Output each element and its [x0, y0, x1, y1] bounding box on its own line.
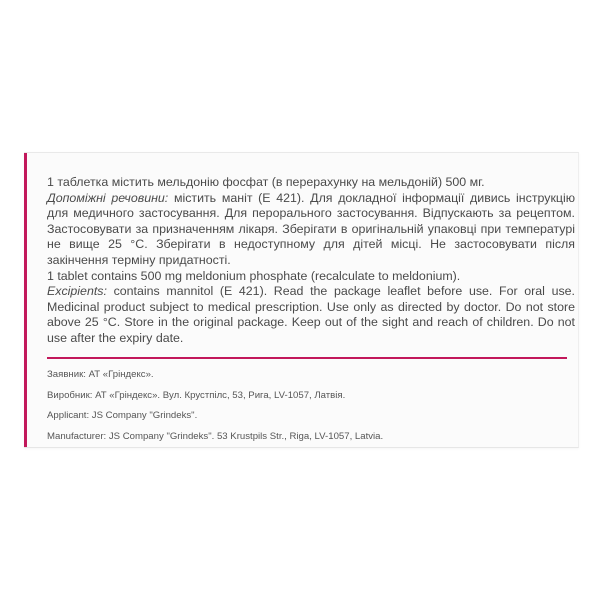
ukrainian-paragraph [47, 175, 575, 269]
accent-bar [24, 153, 27, 447]
main-text-block [47, 175, 575, 347]
applicant-en: Applicant: JS Company "Grindeks". [47, 410, 198, 421]
footer-info [47, 365, 383, 447]
package-label-panel [24, 152, 579, 448]
applicant-uk: Заявник: АТ «Гріндекс». [47, 369, 154, 380]
manufacturer-en: Manufacturer: JS Company "Grindeks". 53 Krustpils Str., Riga, LV-1057, Latvia. [47, 430, 384, 442]
english-paragraph [47, 269, 575, 347]
en-excipients-text: contains mannitol (E 421). Read the package leaflet before use. For oral use. Medicinal product subject to medical prescription. Use only as directed by doctor. Do not store above 25 °C. Store in the original package. Keep out of the sight and reach of children. Do not use after the expiry date. [47, 284, 575, 345]
uk-excipients-label: Допоміжні речовини: [47, 190, 169, 205]
divider-line [47, 357, 567, 359]
manufacturer-uk: Виробник: АТ «Гріндекс». Вул. Крустпілс, 53, Рига, LV-1057, Латвія. [47, 389, 346, 401]
en-excipients-label: Excipients: [47, 284, 107, 299]
uk-composition: 1 таблетка містить мельдонію фосфат (в перерахунку на мельдоній) 500 мг. [47, 175, 485, 189]
uk-excipients-text: містить маніт (Е 421). Для докладної інформації дивись інструкцію для медичного застосування. Для перорального застосування. Відпускають за рецептом. Застосовувати за призначенням лікаря. Зберігати в оригінальній упаковці при температурі не вище 25 °С. Зберігати в недоступному для дітей місці. Не застосовувати після закінчення терміну придатності. [47, 190, 576, 267]
en-composition: 1 tablet contains 500 mg meldonium phosphate (recalculate to meldonium). [47, 268, 461, 283]
